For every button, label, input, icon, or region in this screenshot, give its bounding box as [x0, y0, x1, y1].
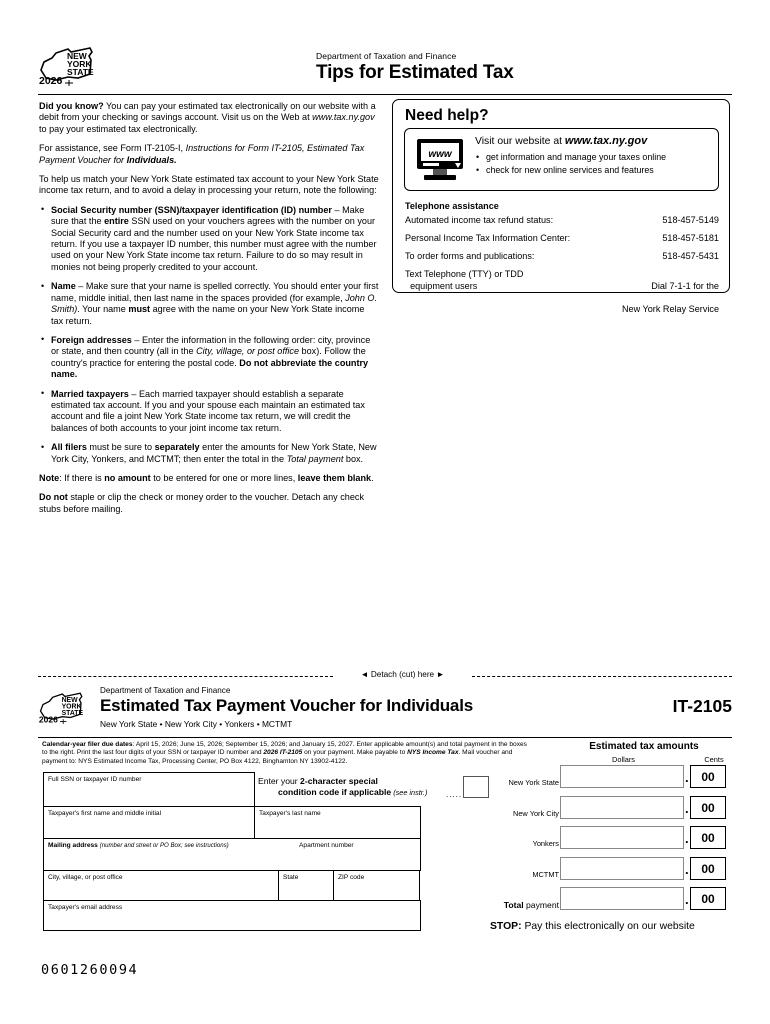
- header-divider: [38, 94, 732, 95]
- decimal-point: .: [685, 831, 689, 846]
- para-for-assistance: For assistance, see Form IT-2105-I, Instructions for Form IT-2105, Estimated Tax Payment Voucher for Individuals.: [39, 143, 365, 165]
- svg-text:YORK: YORK: [67, 59, 92, 69]
- ny-state-logo-icon: [38, 690, 90, 724]
- detach-dash-right: [472, 676, 732, 677]
- amount-cents-value: 00: [701, 770, 715, 784]
- amount-row-new-york-state: [494, 765, 734, 796]
- voucher-divider: [38, 737, 732, 738]
- first-name-label: Taxpayer's first name and middle initial: [48, 810, 162, 817]
- amount-label: Yonkers: [532, 839, 559, 848]
- telephone-row-tty: [405, 269, 719, 315]
- telephone-assistance-list: [405, 215, 719, 323]
- amount-row-mctmt: [494, 857, 734, 888]
- due-dates-paragraph: Calendar-year filer due dates: April 15, 2026; June 15, 2026; September 15, 2026; and January 15, 2027. Enter applicable amount(s) and total payment in the boxes to the right. Print the last four digits of your SSN or taxpayer ID number and 2026 IT-2105 on your payment. Make payable to NYS Income Tax. Mail voucher and payment to: NYS Estimated Income Tax, Processing Center, PO Box 4122, Binghamton NY 13902-4122.: [42, 741, 527, 765]
- telephone-number: 518-457-5431: [662, 251, 719, 261]
- amount-label: MCTMT: [532, 869, 559, 879]
- email-field[interactable]: [43, 900, 421, 931]
- state-label: State: [283, 874, 299, 881]
- telephone-label: Personal Income Tax Information Center:: [405, 233, 571, 243]
- estimated-tax-amount-rows: [494, 765, 734, 918]
- telephone-row: [405, 233, 719, 243]
- voucher-title: Estimated Tax Payment Voucher for Individuals: [100, 696, 473, 715]
- cents-column-header: Cents: [704, 755, 724, 764]
- first-name-field[interactable]: [43, 806, 255, 839]
- bullet-ssn: • Social Security number (SSN)/taxpayer identification (ID) number – Make sure that the entire SSN used on your vouchers agrees with the number on your Social Security card and the number used on your New York State income tax return. If you use a taxpayer ID number, this number must agree with the number used on your New York State income tax return. Failure to do so may result in monies not being properly credited to your account.: [39, 205, 379, 273]
- svg-text:STATE: STATE: [61, 710, 84, 718]
- tips-bullet-list: [39, 205, 379, 465]
- tty-label-line1: Text Telephone (TTY) or TDD: [405, 269, 524, 279]
- voucher-subtitle: New York State • New York City • Yonkers • MCTMT: [100, 719, 293, 729]
- estimated-tax-amounts-title: Estimated tax amounts: [589, 741, 699, 752]
- amount-cents-box: [690, 826, 726, 849]
- website-callout: [404, 128, 719, 191]
- amount-cents-value: 00: [701, 831, 715, 845]
- telephone-assistance-heading: Telephone assistance: [405, 201, 499, 211]
- amount-cents-box: [690, 887, 726, 910]
- mailing-address-field[interactable]: [43, 838, 421, 871]
- decimal-point: .: [685, 800, 689, 816]
- tax-website-url: www.tax.ny.gov: [312, 112, 375, 123]
- detach-label: ◄ Detach (cut) here ►: [360, 670, 445, 679]
- zip-code-field[interactable]: [333, 870, 420, 901]
- page-header: [38, 44, 732, 92]
- website-feature-item: • check for new online services and features: [475, 164, 666, 177]
- decimal-point: .: [685, 892, 689, 907]
- amount-dollars-input[interactable]: [560, 796, 684, 819]
- svg-text:STATE: STATE: [67, 67, 94, 77]
- amount-row-new-york-city: [494, 796, 734, 827]
- tips-left-column: [39, 101, 379, 523]
- city-field[interactable]: [43, 870, 279, 901]
- ssn-label: Full SSN or taxpayer ID number: [48, 776, 142, 783]
- bullet-married-taxpayers: • Married taxpayers – Each married taxpayer should establish a separate estimated tax account. If you and your spouse each maintain an estimated tax account and file a joint New York State income tax return, we will credit the balances of both accounts to your joint income tax return.: [39, 389, 379, 435]
- svg-text:NEW: NEW: [61, 697, 78, 705]
- due-dates-label: Calendar-year filer due dates: [42, 741, 133, 748]
- decimal-point: .: [685, 770, 689, 785]
- tty-value-line2: New York Relay Service: [621, 303, 719, 314]
- amount-cents-value: 00: [701, 861, 715, 876]
- need-help-title: Need help?: [405, 107, 489, 124]
- amount-cents-box: [690, 857, 726, 880]
- special-condition-code-input[interactable]: [463, 776, 489, 798]
- amount-label: New York State: [508, 778, 559, 787]
- para-note: Note: If there is no amount to be entered for one or more lines, leave them blank.: [39, 472, 374, 483]
- did-you-know-label: Did you know?: [39, 101, 104, 111]
- ssn-field[interactable]: [43, 772, 255, 807]
- amount-cents-value: 00: [701, 892, 715, 906]
- amount-dollars-input[interactable]: [560, 887, 684, 910]
- stop-label: STOP:: [490, 921, 522, 932]
- amount-row-total-payment: [494, 887, 734, 918]
- decimal-point: .: [685, 861, 689, 877]
- amount-cents-value: 00: [701, 800, 715, 815]
- ny-state-logo: [38, 44, 102, 91]
- amount-dollars-input[interactable]: [560, 765, 684, 788]
- monitor-www-icon: [415, 137, 467, 183]
- para-to-help-us-match: To help us match your New York State estimated tax account to your New York State income tax return, and to avoid a delay in processing your return, note the following:: [39, 174, 379, 196]
- amount-dollars-input[interactable]: [560, 857, 684, 880]
- last-name-field[interactable]: [254, 806, 421, 839]
- stop-notice: [490, 921, 695, 932]
- voucher-ny-state-logo: [38, 690, 90, 729]
- amount-cents-box: [690, 796, 726, 819]
- detach-dash-left: [38, 676, 333, 677]
- telephone-number: 518-457-5149: [662, 215, 719, 225]
- tty-value-line1: Dial 7-1-1 for the: [651, 280, 719, 291]
- amount-dollars-input[interactable]: [560, 826, 684, 849]
- page-title: Tips for Estimated Tax: [316, 62, 514, 83]
- mailing-address-label: Mailing address: [48, 842, 100, 849]
- para-do-not-staple: Do not staple or clip the check or money order to the voucher. Detach any check stubs before mailing.: [39, 492, 365, 514]
- voucher-form-number: IT-2105: [672, 696, 732, 716]
- voucher-department-line: Department of Taxation and Finance: [100, 686, 231, 695]
- svg-text:YORK: YORK: [61, 703, 82, 711]
- state-field[interactable]: [278, 870, 334, 901]
- form-page: NEW YORK STATE 2026 Department of Taxation and Finance Tips for Estimated Tax Did you know? You can pay your estimated tax electronically on our website with a debit from your checking or savings account. Visit us on the Web at www.tax.ny.gov to pay your estimated tax electronically. For assistance, see Form IT-2105-I, Instructions for Form IT-2105, Estimated Tax Payment Voucher for Individuals. To help us match your New York State estimated tax account to your New York State income tax return, and to avoid a delay in processing your return, note the following: • Social Security number (SSN)/taxpayer identification (ID) number – Make sure that the entire SSN used on your vouchers agrees with the number on your Social Security card and the number used on your New York State income tax return. If you use a taxpayer ID number, this number must agree with the number used on your New York State income tax return. Failure to do so may result in monies not being properly credited to your account. • Name – Make sure that your name is spelled correctly. You should enter your first name, middle initial, then last name in the spaces provided (for example, John O. Smith). Your name must agree with the name on your New York State income tax return. • Foreign addresses – Enter the information in the following order: city, province or state, and then country (all in the City, village, or post office box). Follow the country's practice for entering the postal code. Do not abbreviate the country name. • Married taxpayers – Each married taxpayer should establish a separate estimated tax account. If you and your spouse each maintain an estimated tax account and file a joint New York State income tax return, we will credit the balances of both accounts to your joint income tax return. • All filers must be sure to separately enter the amounts for New York State, New York City, Yonkers, and MCTMT; then enter the total in the Total payment box. Note: If there is no amount to be entered for one or more lines, leave them blank. Do not staple or clip the check or money order to the voucher. Detach any check stubs before mailing. Need help? www Visit our website at www.tax.ny.gov • get information and manage your taxes online • check for new online services and features Telephone assistance Automated income tax refund status: 518-457-5149 Personal Income Tax Information Center: 518-457-5181 To order forms and publications: 518-457-5431 Text Telephone (TTY) or TDD equipment users Dial 7-1-1 for the New York Relay Service ◄ Detach (cut) here ► NEW YORK STATE 2026 Department of Taxation and Finance Estimated Tax Payment Voucher for Individuals New York State • New York City • Yonkers • MCTMT IT-2105 Calendar-year filer due dates: April 15, 2026; June 15, 2026; September 15, 2026; and January 15, 2027. Enter applicable amount(s) and total payment in the boxes to the right. Print the last four digits of your SSN or taxpayer ID number and 2026 IT-2105 on your payment. Make payable to NYS Income Tax. Mail voucher and payment to: NYS Estimated Income Tax, Processing Center, PO Box 4122, Binghamton NY 13902-4122. Estimated tax amounts Dollars Cents Full SSN or taxpayer ID number Taxpayer's first name and middle initial Taxpayer's last name Mailing address (number and street or PO Box; see instructions) Apartment number City, village, or post office State ZIP code Taxpayer's email address Enter your 2-character special condition code if applicable (see instr.) ..... New York State . 00 New York City . 00 Yonkers . 00 MCTMT . 00 Total payment . 00 STOP: Pay this electronically on our website 0601260094: [0, 0, 770, 1024]
- zip-code-label: ZIP code: [338, 874, 365, 881]
- ny-state-logo-icon: [38, 44, 102, 86]
- website-url[interactable]: www.tax.ny.gov: [564, 135, 648, 147]
- leader-dots: .....: [446, 790, 463, 799]
- amount-label-total: Total payment: [503, 900, 559, 910]
- tty-label-line2: equipment users: [410, 280, 478, 291]
- telephone-label: To order forms and publications:: [405, 251, 535, 261]
- stop-text: Pay this electronically on our website: [521, 921, 695, 932]
- bullet-all-filers: • All filers must be sure to separately enter the amounts for New York State, New York City, Yonkers, and MCTMT; then enter the total in the Total payment box.: [39, 442, 379, 465]
- voucher-header: [38, 686, 732, 734]
- amount-label: New York City: [512, 808, 559, 818]
- svg-text:NEW: NEW: [67, 51, 87, 61]
- email-label: Taxpayer's email address: [48, 904, 123, 911]
- last-name-label: Taxpayer's last name: [259, 810, 321, 817]
- amount-cents-box: [690, 765, 726, 788]
- dollars-column-header: Dollars: [612, 755, 635, 764]
- mailing-address-hint: (number and street or PO Box; see instructions): [99, 842, 229, 849]
- telephone-row: [405, 251, 719, 261]
- svg-text:www: www: [428, 149, 452, 160]
- telephone-number: 518-457-5181: [662, 233, 719, 243]
- bullet-foreign-addresses: • Foreign addresses – Enter the information in the following order: city, province or state, and then country (all in the City, village, or post office box). Follow the country's practice for entering the postal code. Do not abbreviate the country name.: [39, 335, 379, 381]
- city-label: City, village, or post office: [48, 874, 123, 881]
- detach-separator: [38, 670, 732, 682]
- svg-text:2026: 2026: [38, 714, 58, 724]
- apartment-number-label: Apartment number: [299, 842, 354, 849]
- website-feature-list: [475, 151, 666, 176]
- bullet-name: • Name – Make sure that your name is spelled correctly. You should enter your first name, middle initial, then last name in the spaces provided (for example, John O. Smith). Your name must agree with the name on your New York State income tax return.: [39, 281, 379, 327]
- para-did-you-know: Did you know? You can pay your estimated tax electronically on our website with a debit from your checking or savings account. Visit us on the Web at www.tax.ny.gov to pay your estimated tax electronically.: [39, 101, 376, 134]
- department-line: Department of Taxation and Finance: [316, 51, 457, 61]
- form-barcode-number: 0601260094: [41, 962, 139, 978]
- need-help-box: [392, 99, 730, 314]
- website-feature-item: • get information and manage your taxes online: [475, 151, 666, 164]
- amount-row-yonkers: [494, 826, 734, 857]
- telephone-row: [405, 215, 719, 225]
- telephone-label: Automated income tax refund status:: [405, 215, 554, 225]
- svg-text:2026: 2026: [39, 75, 63, 86]
- visit-website-line: Visit our website at www.tax.ny.gov: [475, 135, 648, 147]
